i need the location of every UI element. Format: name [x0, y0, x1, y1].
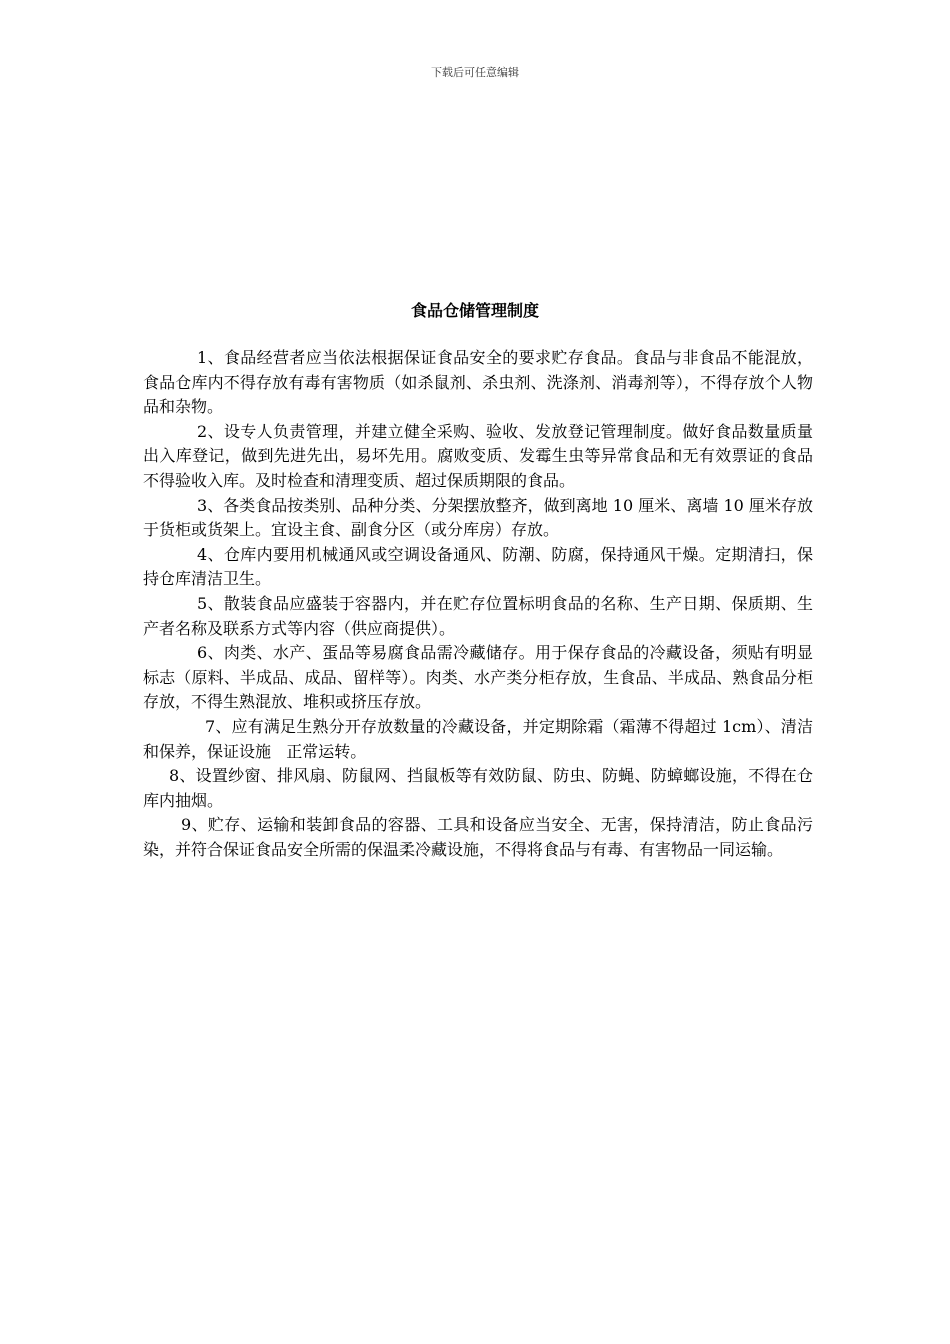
paragraph-5: 5、散装食品应盛装于容器内，并在贮存位置标明食品的名称、生产日期、保质期、生产者名称及联系方式等内容（供应商提供）。: [143, 593, 813, 638]
paragraph-3: 3、各类食品按类别、品种分类、分架摆放整齐，做到离地 10 厘米、离墙 10 厘米存放于货柜或货架上。宜设主食、副食分区（或分库房）存放。: [143, 495, 813, 540]
paragraph-9: 9、贮存、运输和装卸食品的容器、工具和设备应当安全、无害，保持清洁，防止食品污染，并符合保证食品安全所需的保温柔冷藏设施，不得将食品与有毒、有害物品一同运输。: [143, 815, 813, 859]
paragraph-2: 2、设专人负责管理，并建立健全采购、验收、发放登记管理制度。做好食品数量质量出入库登记，做到先进先出，易坏先用。腐败变质、发霉生虫等异常食品和无有效票证的食品不得验收入库。及时检查和清理变质、超过保质期限的食品。: [143, 421, 813, 490]
paragraph-8: 8、设置纱窗、排风扇、防鼠网、挡鼠板等有效防鼠、防虫、防蝇、防蟑螂设施，不得在仓库内抽烟。: [143, 766, 813, 810]
paragraph-1: 1、食品经营者应当依法根据保证食品安全的要求贮存食品。食品与非食品不能混放，食品仓库内不得存放有毒有害物质（如杀鼠剂、杀虫剂、洗涤剂、消毒剂等），不得存放个人物品和杂物。: [143, 348, 813, 417]
document-title: 食品仓储管理制度: [410, 301, 539, 320]
paragraph-4: 4、仓库内要用机械通风或空调设备通风、防潮、防腐，保持通风干燥。定期清扫，保持仓库清洁卫生。: [143, 544, 813, 589]
paragraph-7: 7、应有满足生熟分开存放数量的冷藏设备，并定期除霜（霜薄不得超过 1cm）、清洁和保养，保证设施 正常运转。: [143, 716, 813, 761]
paragraph-6: 6、肉类、水产、蛋品等易腐食品需冷藏储存。用于保存食品的冷藏设备，须贴有明显标志（原料、半成品、成品、留样等）。肉类、水产类分柜存放，生食品、半成品、熟食品分柜存放，不得生熟混放、堆积或挤压存放。: [143, 643, 813, 712]
document-body: [143, 346, 813, 862]
page-header: 下载后可任意编辑: [431, 66, 519, 79]
